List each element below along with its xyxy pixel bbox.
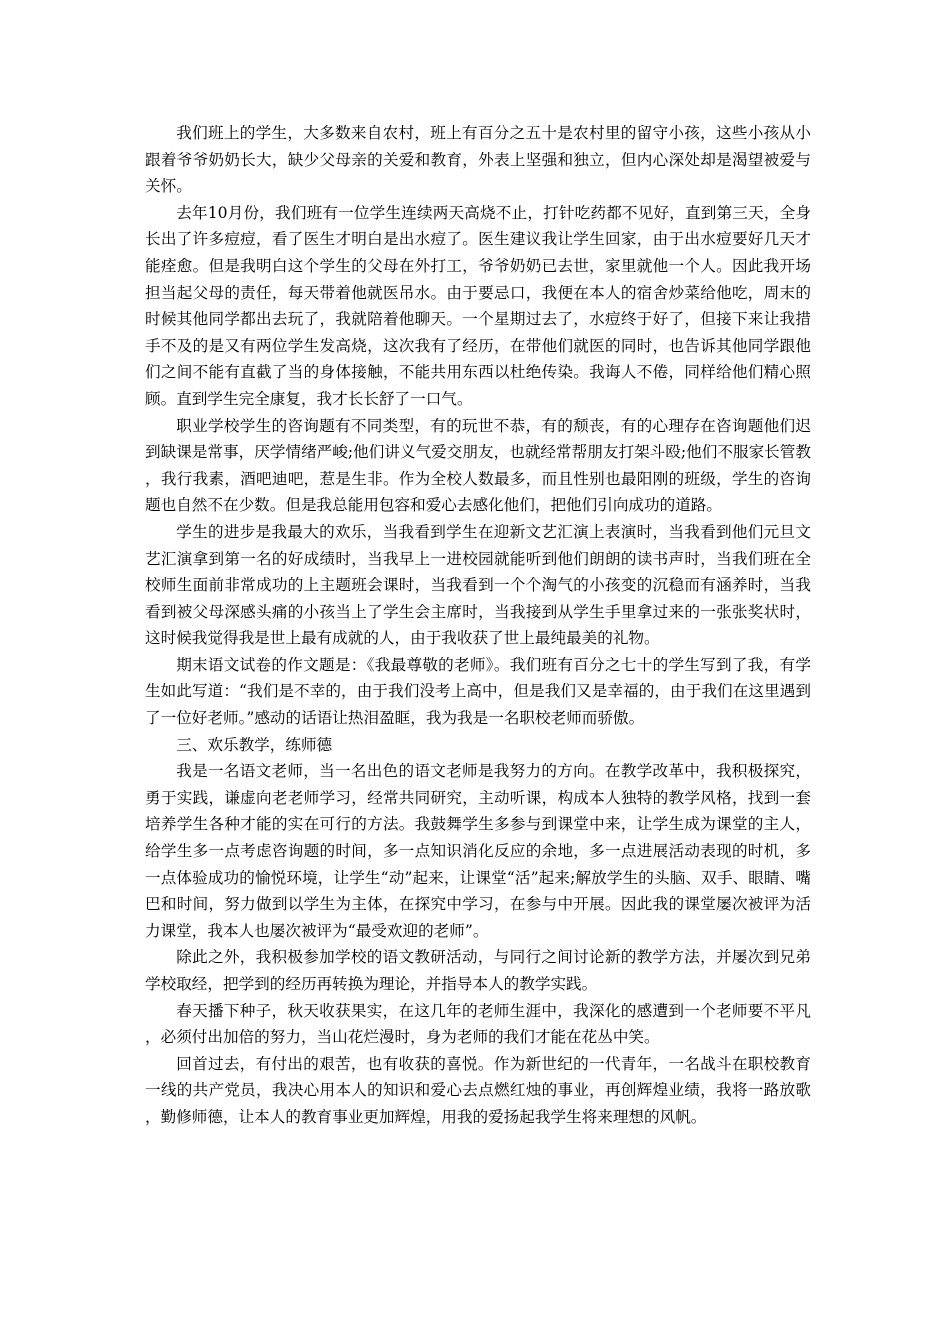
paragraph-student-problems: 职业学校学生的咨询题有不同类型，有的玩世不恭，有的颓丧，有的心理存在咨询题他们迟到缺课是常事，厌学情绪严峻;他们讲义气爱交朋友，也就经常帮朋友打架斗殴;他们不服家长管教，我行我素，酒吧迪吧，惹是生非。作为全校人数最多，而且性别也最阳刚的班级，学生的咨询题也自然不在少数。但是我总能用包容和爱心去感化他们，把他们引向成功的道路。 bbox=[145, 416, 811, 515]
paragraph-chickenpox-story: 去年10月份，我们班有一位学生连续两天高烧不止，打针吃药都不见好，直到第三天，全身长出了许多痘痘，看了医生才明白是出水痘了。医生建议我让学生回家，由于出水痘要好几天才能痊愈。但是我明白这个学生的父母在外打工，爷爷奶奶已去世，家里就他一个人。因此我开场担当起父母的责任，每天带着他就医吊水。由于要忌口，我便在本人的宿舍炒菜给他吃，周末的时候其他同学都出去玩了，我就陪着他聊天。一个星期过去了，水痘终于好了，但接下来让我措手不及的是又有两位学生发高烧，这次我有了经历，在带他们就医的同时，也告诉其他同学跟他们之间不能有直截了当的身体接触，不能共用东西以杜绝传染。我诲人不倦，同样给他们精心照顾。直到学生完全康复，我才长长舒了一口气。 bbox=[145, 203, 811, 408]
paragraph-student-progress: 学生的进步是我最大的欢乐，当我看到学生在迎新文艺汇演上表演时，当我看到他们元旦文艺汇演拿到第一名的好成绩时，当我早上一进校园就能听到他们朗朗的读书声时，当我们班在全校师生面前非常成功的上主题班会课时，当我看到一个个淘气的小孩变的沉稳而有涵养时，当我看到被父母深感头痛的小孩当上了学生会主席时，当我接到从学生手里拿过来的一张张奖状时，这时候我觉得我是世上最有成就的人，由于我收获了世上最纯最美的礼物。 bbox=[145, 522, 811, 648]
paragraph-exam-essay: 期末语文试卷的作文题是：《我最尊敬的老师》。我们班有百分之七十的学生写到了我，有学生如此写道：“我们是不幸的，由于我们没考上高中，但是我们又是幸福的，由于我们在这里遇到了一位好老师。”感动的话语让热泪盈眶，我为我是一名职校老师而骄傲。 bbox=[145, 655, 811, 728]
paragraph-chinese-teacher: 我是一名语文老师，当一名出色的语文老师是我努力的方向。在教学改革中，我积极探究，勇于实践，谦虚向老老师学习，经常共同研究，主动听课，构成本人独特的教学风格，找到一套培养学生各种才能的实在可行的方法。我鼓舞学生多参与到课堂中来，让学生成为课堂的主人，给学生多一点考虑咨询题的时间，多一点知识消化反应的余地，多一点进展活动表现的时机，多一点体验成功的愉悦环境，让学生“动”起来，让课堂“活”起来;解放学生的头脑、双手、眼睛、嘴巴和时间，努力做到以学生为主体，在探究中学习，在参与中开展。因此我的课堂屡次被评为活力课堂，我本人也屡次被评为“最受欢迎的老师”。 bbox=[145, 762, 811, 940]
paragraph-teaching-research: 除此之外，我积极参加学校的语文教研活动，与同行之间讨论新的教学方法，并屡次到兄弟学校取经，把学到的经历再转换为理论，并指导本人的教学实践。 bbox=[145, 948, 811, 993]
section-heading-happy-teaching: 三、欢乐教学，练师德 bbox=[176, 735, 333, 754]
paragraph-spring-autumn: 春天播下种子，秋天收获果实，在这几年的老师生涯中，我深化的感遭到一个老师要不平凡，必须付出加倍的努力，当山花烂漫时，身为老师的我们才能在花丛中笑。 bbox=[145, 1001, 811, 1047]
paragraph-left-behind-students: 我们班上的学生，大多数来自农村，班上有百分之五十是农村里的留守小孩，这些小孩从小跟着爷爷奶奶长大，缺少父母亲的关爱和教育，外表上坚强和独立，但内心深处却是渴望被爱与关怀。 bbox=[145, 124, 811, 196]
paragraph-looking-back: 回首过去，有付出的艰苦，也有收获的喜悦。作为新世纪的一代青年，一名战斗在职校教育一线的共产党员，我决心用本人的知识和爱心去点燃红烛的事业，再创辉煌业绩，我将一路放歌，勤修师德，让本人的教育事业更加辉煌，用我的爱扬起我学生将来理想的风帆。 bbox=[145, 1054, 811, 1126]
document-body bbox=[145, 120, 811, 1131]
